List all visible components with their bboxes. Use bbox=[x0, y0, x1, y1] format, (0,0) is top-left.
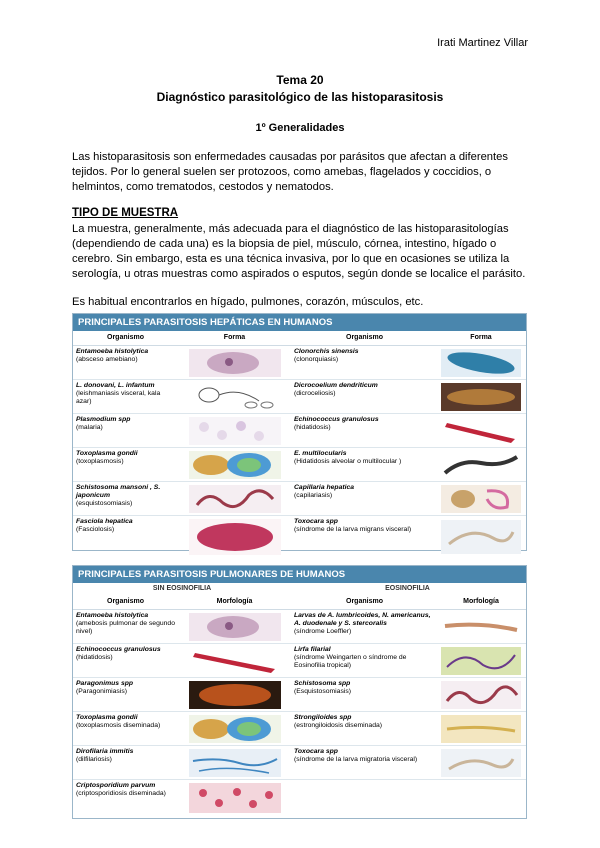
organism-name: Schistosoma spp bbox=[294, 680, 351, 687]
organism-name: Dirofilaria immitis bbox=[76, 748, 134, 755]
organism-desc: (hidatidosis) bbox=[76, 654, 113, 661]
intro-paragraph: Las histoparasitosis son enfermedades causadas por parásitos que afectan a diferentes tejidos. Por lo general suelen ser protozoos, como amebas, flagelados y coccidios, o helmintos, como trematodos, cestodos y nematodos. bbox=[72, 151, 508, 193]
pulmonary-table-header bbox=[73, 595, 526, 610]
hepatic-table-title: PRINCIPALES PARASITOSIS HEPÁTICAS EN HUMANOS bbox=[73, 314, 526, 331]
larva-image bbox=[441, 616, 521, 638]
organism-cell bbox=[73, 516, 178, 558]
plasmodium-image bbox=[189, 417, 281, 445]
specimen-image bbox=[178, 414, 291, 447]
organism-desc: (criptosporidiosis diseminada) bbox=[76, 790, 166, 797]
organism-name: Criptosporidium parvum bbox=[76, 782, 156, 789]
fluke-image bbox=[441, 383, 521, 411]
organism-name: Paragonimus spp bbox=[76, 680, 134, 687]
organism-cell bbox=[73, 482, 178, 515]
organism-cell bbox=[73, 448, 178, 481]
organism-cell bbox=[291, 414, 438, 447]
amoeba-image bbox=[189, 349, 281, 377]
table-row bbox=[73, 746, 526, 780]
organism-name: Echinococcus granulosus bbox=[76, 646, 161, 653]
organism-desc: (capilariasis) bbox=[294, 492, 333, 499]
toxoplasma-image bbox=[189, 451, 281, 479]
organism-name: E. multilocularis bbox=[294, 450, 347, 457]
organism-desc: (estrongiloidosis diseminada) bbox=[294, 722, 383, 729]
col-forma-2: Forma bbox=[470, 334, 492, 341]
organism-name: Echinococcus granulosus bbox=[294, 416, 379, 423]
organism-cell bbox=[73, 644, 178, 677]
organism-cell bbox=[291, 644, 438, 677]
organism-desc: (dilfilariosis) bbox=[76, 756, 112, 763]
col-organismo-2: Organismo bbox=[346, 334, 383, 341]
specimen-image bbox=[438, 516, 524, 558]
pulmonary-table-title: PRINCIPALES PARASITOSIS PULMONARES DE HUMANOS bbox=[73, 566, 526, 583]
specimen-image bbox=[178, 780, 291, 816]
hepatic-table-header bbox=[73, 331, 526, 346]
leishmania-image bbox=[189, 383, 281, 411]
specimen-image bbox=[438, 746, 524, 779]
organism-cell bbox=[291, 346, 438, 379]
schistosoma-image bbox=[189, 485, 281, 513]
table-row bbox=[73, 678, 526, 712]
pulmonary-parasitosis-table bbox=[72, 565, 527, 819]
organism-cell bbox=[291, 610, 438, 643]
fasciola-image bbox=[189, 519, 281, 555]
organism-desc: (Esquistosomiasis) bbox=[294, 688, 352, 695]
organism-desc: (Paragonimiasis) bbox=[76, 688, 127, 695]
organism-name: Larvas de A. lumbricoides, N. americanus, A. duodenale y S. stercoralis bbox=[294, 612, 431, 627]
organism-cell bbox=[73, 746, 178, 779]
organism-desc: (absceso amebiano) bbox=[76, 356, 138, 363]
specimen-image bbox=[438, 414, 524, 447]
topic-title: Diagnóstico parasitológico de las histoparasitosis bbox=[156, 90, 444, 104]
organism-desc: (Hidatidosis alveolar o multilocular ) bbox=[294, 458, 402, 465]
paragonimus-image bbox=[189, 681, 281, 709]
col-forma: Forma bbox=[223, 334, 246, 341]
organism-cell bbox=[73, 346, 178, 379]
organism-cell bbox=[73, 380, 178, 413]
specimen-image bbox=[438, 380, 524, 413]
organism-desc: (toxoplasmosis diseminada) bbox=[76, 722, 161, 729]
organism-desc: (malaria) bbox=[76, 424, 103, 431]
toxocara-image bbox=[441, 520, 521, 554]
filaria-image bbox=[441, 647, 521, 675]
organism-name: Clonorchis sinensis bbox=[294, 348, 359, 355]
specimen-image bbox=[178, 380, 291, 413]
empty-cell bbox=[291, 780, 438, 816]
organism-desc: (síndrome Loeffler) bbox=[294, 628, 352, 635]
specimen-image bbox=[178, 346, 291, 379]
organism-cell bbox=[73, 678, 178, 711]
col-organismo-2: Organismo bbox=[346, 598, 383, 605]
organism-desc: (leishmaniasis visceral, kala azar) bbox=[76, 390, 161, 405]
sample-heading: TIPO DE MUESTRA bbox=[72, 207, 179, 219]
organism-desc: (síndrome de la larva migratoria visceral) bbox=[294, 756, 418, 763]
topic-number: Tema 20 bbox=[276, 73, 324, 87]
specimen-image bbox=[178, 610, 291, 643]
organism-name: Dicrocoelium dendriticum bbox=[294, 382, 378, 389]
pulmonary-rows bbox=[73, 610, 526, 816]
organism-name: Entamoeba histolytica bbox=[76, 348, 149, 355]
organism-name: Schistosoma mansoni , S. japonicum bbox=[76, 484, 161, 499]
organism-name: Entamoeba histolytica bbox=[76, 612, 149, 619]
sample-paragraph: La muestra, generalmente, más adecuada para el diagnóstico de las histoparasitologías (dependiendo de cada una) es la biopsia de piel, músculo, córnea, intestino, hígado o cerebro. Sin embargo, esta es una técnica invasiva, por lo que en ocasiones se utiliza la serología, u otras muestras como aspirados o esputos, según donde se localice el parásito. bbox=[72, 223, 526, 280]
table-row bbox=[73, 780, 526, 816]
specimen-image bbox=[178, 516, 291, 558]
hepatic-parasitosis-table bbox=[72, 313, 527, 551]
specimen-image bbox=[438, 482, 524, 515]
eosinophilia-header bbox=[73, 583, 526, 595]
organism-cell bbox=[73, 712, 178, 745]
toxoplasma-image bbox=[189, 715, 281, 743]
table-row bbox=[73, 346, 526, 380]
organism-desc: (toxoplasmosis) bbox=[76, 458, 124, 465]
organism-desc: (síndrome Weingarten o síndrome de Eosinofilia tropical) bbox=[294, 654, 407, 669]
empty-cell bbox=[438, 780, 524, 816]
capillaria-image bbox=[441, 485, 521, 513]
organism-name: L. donovani, L. infantum bbox=[76, 382, 155, 389]
table-row bbox=[73, 516, 526, 558]
col-organismo: Organismo bbox=[107, 334, 144, 341]
dirofilaria-image bbox=[189, 749, 281, 777]
organism-cell bbox=[73, 610, 178, 643]
organism-name: Toxocara spp bbox=[294, 518, 338, 525]
organism-desc: (amebosis pulmonar de segundo nivel) bbox=[76, 620, 175, 635]
specimen-image bbox=[438, 644, 524, 677]
organism-cell bbox=[291, 380, 438, 413]
fluke-image bbox=[441, 349, 521, 377]
organism-cell bbox=[73, 414, 178, 447]
organism-desc: (Fasciolosis) bbox=[76, 526, 115, 533]
cryptosporidium-image bbox=[189, 783, 281, 813]
multilocularis-image bbox=[441, 451, 521, 479]
author-name: Irati Martinez Villar bbox=[437, 37, 528, 49]
col-morfologia-2: Morfología bbox=[463, 598, 499, 605]
organism-cell bbox=[73, 780, 178, 816]
organism-cell bbox=[291, 448, 438, 481]
organism-cell bbox=[291, 712, 438, 745]
specimen-image bbox=[438, 678, 524, 711]
organism-desc: (esquistosomiasis) bbox=[76, 500, 133, 507]
specimen-image bbox=[178, 482, 291, 515]
specimen-image bbox=[178, 712, 291, 745]
specimen-image bbox=[178, 448, 291, 481]
habitual-paragraph: Es habitual encontrarlos en hígado, pulmones, corazón, músculos, etc. bbox=[72, 296, 424, 308]
table-row bbox=[73, 414, 526, 448]
sin-eosinofilia-label: SIN EOSINOFILIA bbox=[152, 585, 212, 592]
organism-name: Capillaria hepatica bbox=[294, 484, 355, 491]
specimen-image bbox=[178, 644, 291, 677]
organism-name: Lirfa filarial bbox=[294, 646, 331, 653]
organism-name: Toxoplasma gondii bbox=[76, 714, 138, 721]
specimen-image bbox=[438, 448, 524, 481]
table-row bbox=[73, 448, 526, 482]
schistosoma-image bbox=[441, 681, 521, 709]
organism-cell bbox=[291, 516, 438, 558]
specimen-image bbox=[438, 346, 524, 379]
organism-name: Plasmodium spp bbox=[76, 416, 131, 423]
organism-cell bbox=[291, 678, 438, 711]
specimen-image bbox=[438, 712, 524, 745]
col-organismo: Organismo bbox=[107, 598, 144, 605]
table-row bbox=[73, 482, 526, 516]
specimen-image bbox=[438, 610, 524, 643]
specimen-image bbox=[178, 746, 291, 779]
section-title: 1º Generalidades bbox=[255, 122, 345, 134]
table-row bbox=[73, 610, 526, 644]
strongyloides-image bbox=[441, 715, 521, 743]
organism-cell bbox=[291, 746, 438, 779]
organism-name: Strongiloides spp bbox=[294, 714, 352, 721]
organism-name: Toxocara spp bbox=[294, 748, 338, 755]
col-morfologia: Morfología bbox=[216, 598, 253, 605]
echinococcus-image bbox=[189, 647, 281, 675]
organism-name: Toxoplasma gondii bbox=[76, 450, 138, 457]
toxocara-image bbox=[441, 749, 521, 777]
organism-desc: (clonorquiasis) bbox=[294, 356, 339, 363]
organism-cell bbox=[291, 482, 438, 515]
organism-desc: (hidatidosis) bbox=[294, 424, 331, 431]
organism-name: Fasciola hepatica bbox=[76, 518, 133, 525]
echinococcus-image bbox=[441, 417, 521, 445]
eosinofilia-label: EOSINOFILIA bbox=[385, 585, 430, 592]
specimen-image bbox=[178, 678, 291, 711]
table-row bbox=[73, 712, 526, 746]
table-row bbox=[73, 644, 526, 678]
organism-desc: (dicroceliosis) bbox=[294, 390, 336, 397]
hepatic-rows bbox=[73, 346, 526, 558]
amoeba-image bbox=[189, 613, 281, 641]
table-row bbox=[73, 380, 526, 414]
organism-desc: (síndrome de la larva migrans visceral) bbox=[294, 526, 412, 533]
